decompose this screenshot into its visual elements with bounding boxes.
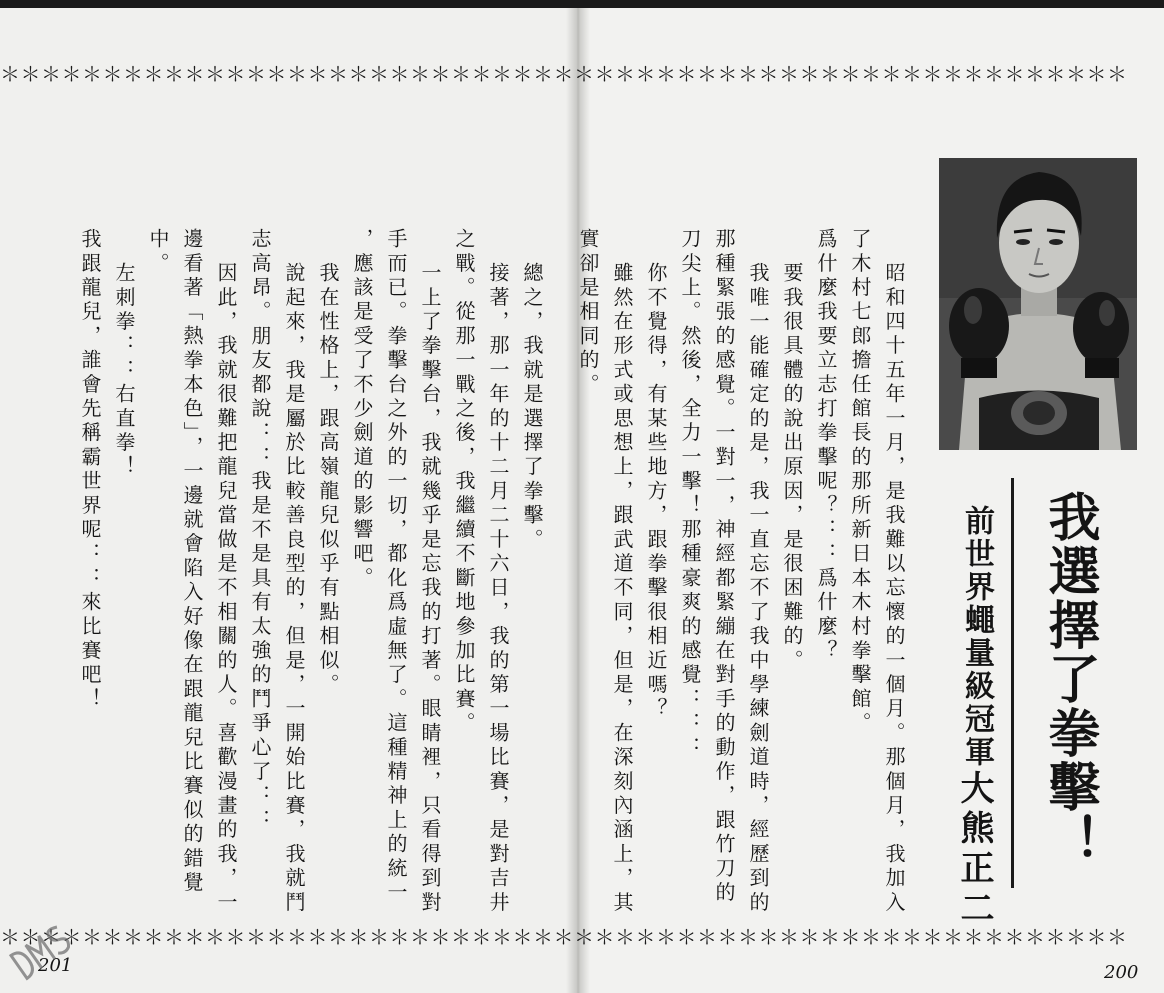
left-text-column: ，應該是受了不少劍道的影響吧。	[350, 228, 374, 591]
title-rule	[1011, 478, 1014, 888]
page-number-left: 201	[38, 955, 73, 976]
left-text-column: 接著，那一年的十二月二十六日，我的第一場比賽，是對吉井	[486, 262, 510, 916]
right-text-column: 那種緊張的感覺。一對一，神經都緊繃在對手的動作，跟竹刀的	[712, 228, 736, 906]
left-text-column: 手而已。拳擊台之外的一切，都化爲虛無了。這種精神上的統一	[384, 228, 408, 906]
left-text-column: 一上了拳擊台，我就幾乎是忘我的打著。眼睛裡，只看得到對	[418, 262, 442, 916]
left-text-column: 左刺拳：：右直拳！	[112, 262, 136, 480]
article-subtitle: 前世界蠅量級冠軍	[959, 505, 994, 769]
boxer-photo	[939, 158, 1137, 450]
left-text-column: 中。	[146, 228, 170, 277]
left-text-column: 說起來，我是屬於比較善良型的，但是，一開始比賽，我就鬥	[282, 262, 306, 916]
right-text-column: 實卻是相同的。	[576, 228, 600, 398]
watermark-logo	[0, 905, 90, 990]
star-border-top: ＊＊＊＊＊＊＊＊＊＊＊＊＊＊＊＊＊＊＊＊＊＊＊＊＊＊＊＊＊＊＊＊＊＊＊＊＊＊＊＊＊＊＊＊＊＊＊＊＊＊＊＊＊＊＊	[0, 63, 1128, 85]
book-gutter	[566, 8, 590, 993]
right-text-column: 我唯一能確定的是，我一直忘不了我中學練劍道時，經歷到的	[746, 262, 770, 916]
right-text-column: 你不覺得，有某些地方，跟拳擊很相近嗎？	[644, 262, 668, 722]
left-text-column: 我跟龍兒，誰會先稱霸世界呢：：來比賽吧！	[78, 228, 102, 712]
left-text-column: 總之，我就是選擇了拳擊。	[520, 262, 544, 553]
left-text-column: 邊看著「熱拳本色」，一邊就會陷入好像在跟龍兒比賽似的錯覺	[180, 228, 204, 896]
left-text-column: 我在性格上，跟高嶺龍兒似乎有點相似。	[316, 262, 340, 698]
left-text-column: 之戰。從那一戰之後，我繼續不斷地參加比賽。	[452, 228, 476, 737]
right-text-column: 了木村七郎擔任館長的那所新日本木村拳擊館。	[848, 228, 872, 737]
article-title: 我選擇了拳擊！	[1039, 490, 1099, 868]
right-text-column: 要我很具體的說出原因，是很困難的。	[780, 262, 804, 674]
right-text-column: 刀尖上。然後，全力一擊！那種豪爽的感覺：：：	[678, 228, 702, 761]
article-author: 大熊正二	[954, 770, 994, 930]
page-number-right: 200	[1104, 962, 1139, 983]
right-text-column: 昭和四十五年一月，是我難以忘懷的一個月。那個月，我加入	[882, 262, 906, 916]
right-text-column: 爲什麼我要立志打拳擊呢？：：爲什麼？	[814, 228, 838, 664]
left-text-column: 因此，我就很難把龍兒當做是不相關的人。喜歡漫畫的我，一	[214, 262, 238, 916]
right-text-column: 雖然在形式或思想上，跟武道不同，但是，在深刻內涵上，其	[610, 262, 634, 916]
left-text-column: 志高昂。朋友都說：：我是不是具有太強的鬥爭心了：：	[248, 228, 272, 833]
star-border-bottom: ＊＊＊＊＊＊＊＊＊＊＊＊＊＊＊＊＊＊＊＊＊＊＊＊＊＊＊＊＊＊＊＊＊＊＊＊＊＊＊＊＊＊＊＊＊＊＊＊＊＊＊＊＊＊＊	[0, 926, 1128, 948]
top-edge	[0, 0, 1164, 8]
